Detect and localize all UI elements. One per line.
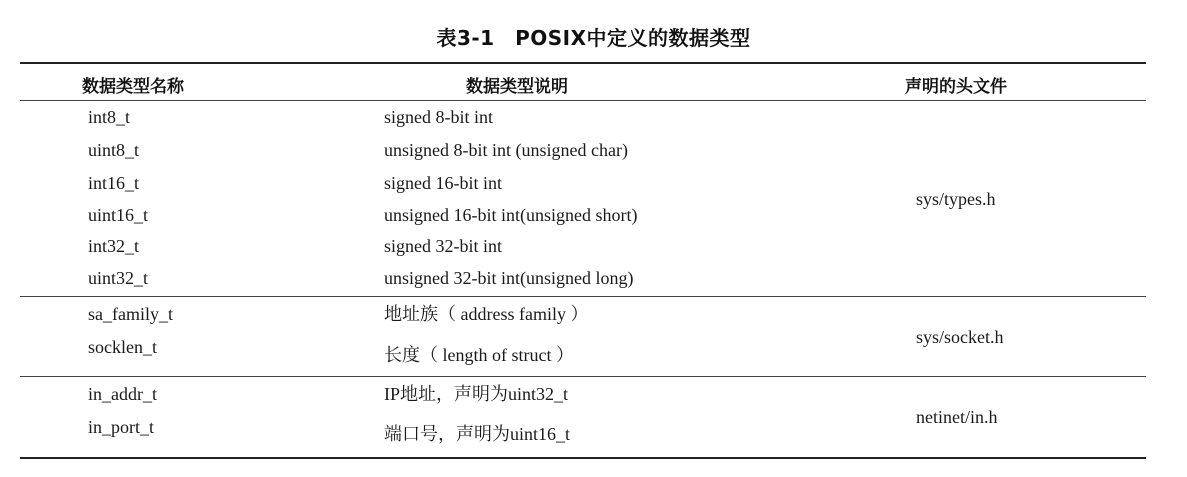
type-name-cell: uint32_t [88, 268, 149, 288]
type-desc-cell: signed 8-bit int [384, 107, 493, 127]
type-desc-cell: unsigned 32-bit int(unsigned long) [384, 268, 634, 288]
type-desc-cell: unsigned 8-bit int (unsigned char) [384, 140, 628, 160]
type-desc-cell: unsigned 16-bit int(unsigned short) [384, 205, 638, 225]
type-name-cell: int8_t [88, 107, 131, 127]
header-rule [20, 100, 1146, 101]
header-file-cell: sys/types.h [916, 189, 996, 209]
table-caption: 表3-1 POSIX中定义的数据类型 [436, 26, 751, 50]
header-file-cell: netinet/in.h [916, 407, 998, 427]
type-name-cell: uint16_t [88, 205, 149, 225]
table-top-rule [20, 62, 1146, 64]
type-desc-cell: signed 32-bit int [384, 236, 502, 256]
type-name-cell: int32_t [88, 236, 140, 256]
type-name-cell: sa_family_t [88, 304, 173, 324]
type-name-cell: int16_t [88, 173, 140, 193]
table-bottom-rule [20, 457, 1146, 459]
type-desc-cell: signed 16-bit int [384, 173, 502, 193]
header-file-cell: sys/socket.h [916, 327, 1004, 347]
type-desc-cell: IP地址，声明为uint32_t [384, 384, 569, 404]
type-desc-cell: 地址族（ address family ） [384, 304, 589, 324]
type-name-cell: uint8_t [88, 140, 140, 160]
type-name-cell: in_addr_t [88, 384, 157, 404]
group-rule [20, 376, 1146, 377]
type-name-cell: in_port_t [88, 417, 154, 437]
type-desc-cell: 端口号，声明为uint16_t [384, 424, 571, 444]
header-type-description: 数据类型说明 [466, 77, 568, 97]
group-rule [20, 296, 1146, 297]
type-name-cell: socklen_t [88, 337, 157, 357]
header-declaring-file: 声明的头文件 [905, 77, 1007, 97]
header-type-name: 数据类型名称 [82, 77, 184, 97]
type-desc-cell: 长度（ length of struct ） [384, 345, 574, 365]
